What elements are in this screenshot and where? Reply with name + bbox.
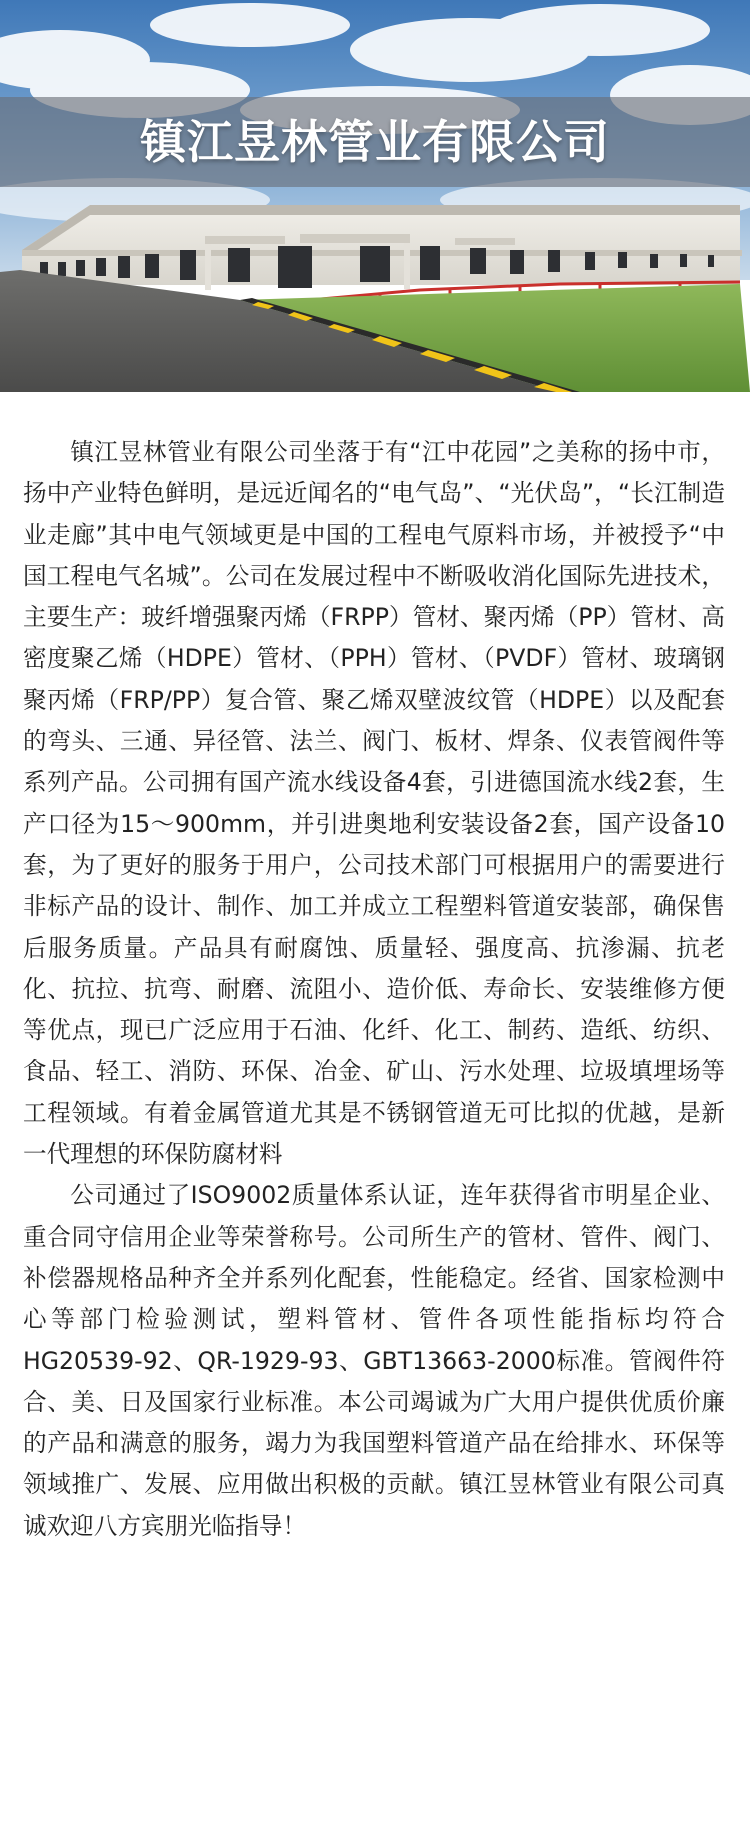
company-introduction <box>23 432 725 1547</box>
factory-banner-image <box>0 0 750 392</box>
factory-scene <box>0 0 750 392</box>
intro-paragraph: 镇江昱林管业有限公司坐落于有“江中花园”之美称的扬中市，扬中产业特色鲜明，是远近闻名的“电气岛”、“光伏岛”，“长江制造业走廊”其中电气领域更是中国的工程电气原料市场，并被授予“中国工程电气名城”。公司在发展过程中不断吸收消化国际先进技术，主要生产：玻纤增强聚丙烯（FRPP）管材、聚丙烯（PP）管材、高密度聚乙烯（HDPE）管材、（PPH）管材、（PVDF）管材、玻璃钢聚丙烯（FRP/PP）复合管、聚乙烯双壁波纹管（HDPE）以及配套的弯头、三通、异径管、法兰、阀门、板材、焊条、仪表管阀件等系列产品。公司拥有国产流水线设备4套，引进德国流水线2套，生产口径为15～900mm，并引进奥地利安装设备2套，国产设备10套，为了更好的服务于用户，公司技术部门可根据用户的需要进行非标产品的设计、制作、加工并成立工程塑料管道安装部，确保售后服务质量。产品具有耐腐蚀、质量轻、强度高、抗渗漏、抗老化、抗拉、抗弯、耐磨、流阻小、造价低、寿命长、安装维修方便等优点，现已广泛应用于石油、化纤、化工、制药、造纸、纺织、食品、轻工、消防、环保、冶金、矿山、污水处理、垃圾填埋场等工程领域。有着金属管道尤其是不锈钢管道无可比拟的优越，是新一代理想的环保防腐材料 <box>23 438 725 1169</box>
certification-paragraph: 公司通过了ISO9002质量体系认证，连年获得省市明星企业、重合同守信用企业等荣誉称号。公司所生产的管材、管件、阀门、补偿器规格品种齐全并系列化配套，性能稳定。经省、国家检测中心等部门检验测试，塑料管材、管件各项性能指标均符合HG20539-92、QR-1929-93、GBT13663-2000标准。管阀件符合、美、日及国家行业标准。本公司竭诚为广大用户提供优质价廉的产品和满意的服务，竭力为我国塑料管道产品在给排水、环保等领域推广、发展、应用做出积极的贡献。镇江昱林管业有限公司真诚欢迎八方宾朋光临指导！ <box>23 1181 725 1540</box>
company-title: 镇江昱林管业有限公司 <box>140 115 610 169</box>
factory-building <box>22 205 742 290</box>
